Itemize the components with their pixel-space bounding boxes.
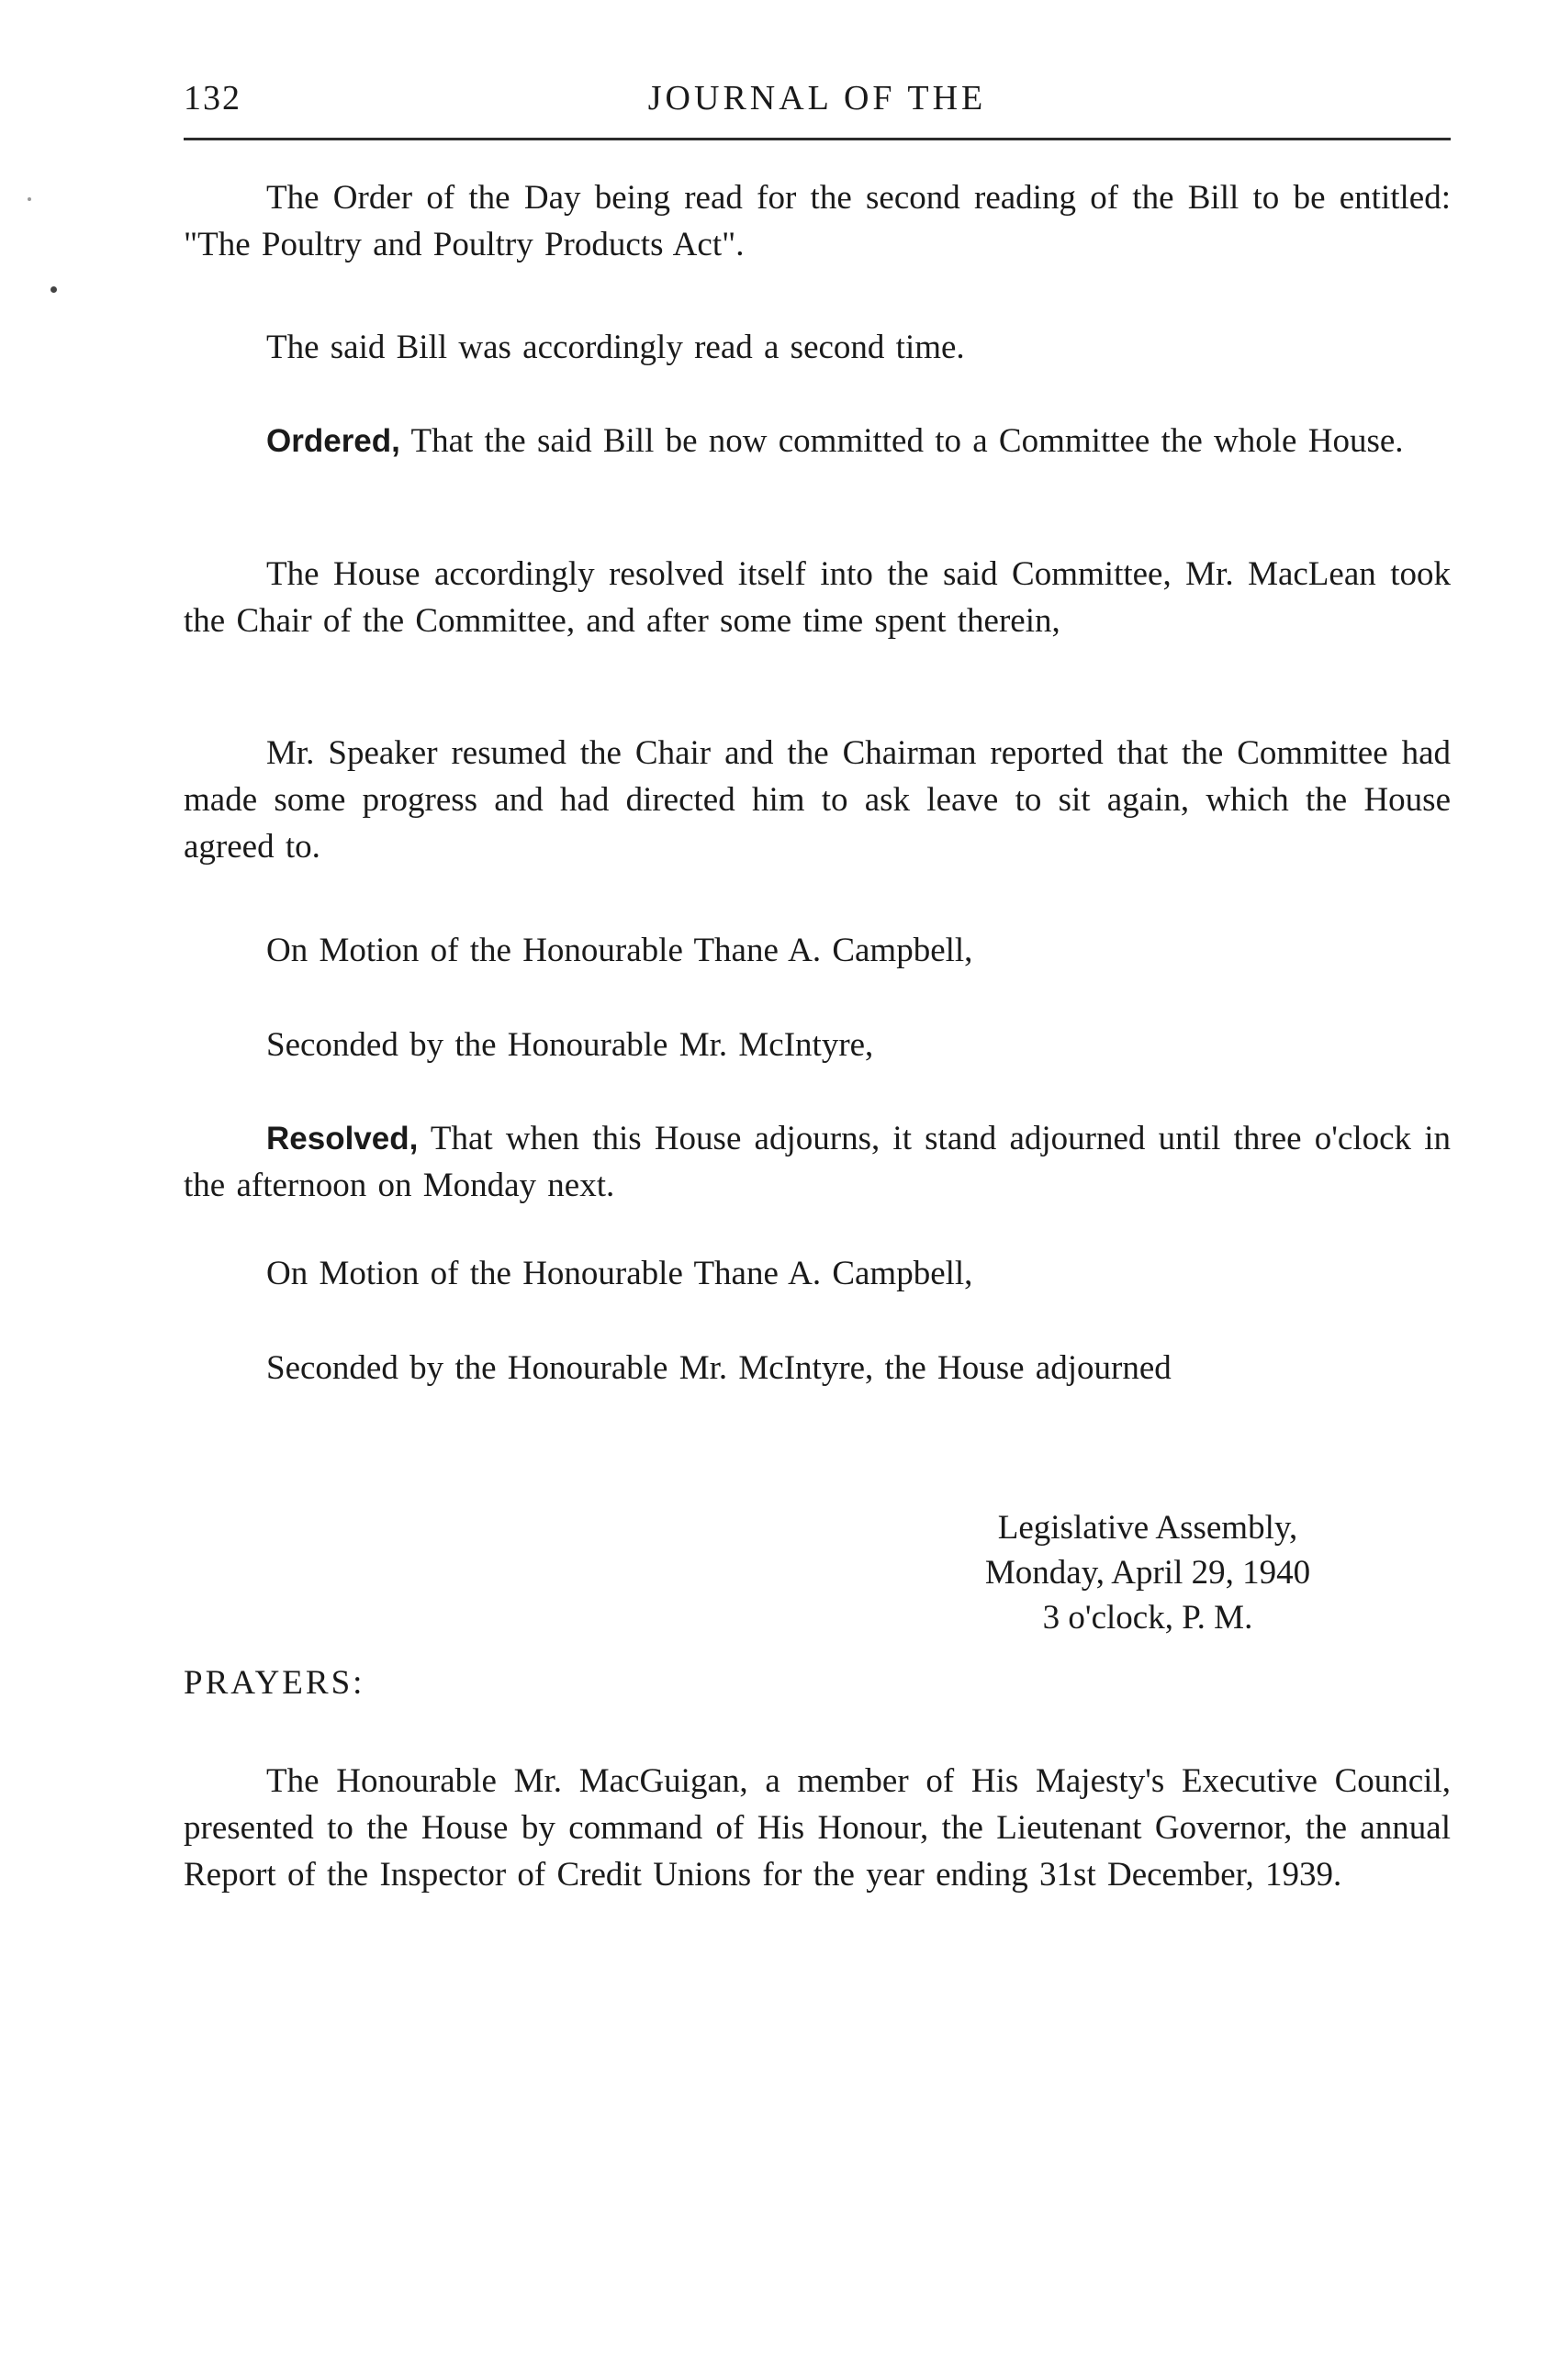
paragraph-text: Seconded by the Honourable Mr. McIntyre, the House adjourned <box>266 1349 1172 1387</box>
dateline <box>918 1505 1377 1640</box>
paragraph-motion-2 <box>266 1250 1451 1297</box>
paragraph-committee <box>184 551 1451 644</box>
paragraph-text: That the said Bill be now committed to a Committee the whole House. <box>399 422 1404 460</box>
paragraph-text: That when this House adjourns, it stand adjourned until three o'clock in the afternoon on Monday next. <box>184 1120 1451 1204</box>
paragraph-text: The Honourable Mr. MacGuigan, a member of His Majesty's Executive Council, presented to the House by command of His Honour, the Lieutenant Governor, the annual Report of the Inspector of Credit Unions for the year ending 31st December, 1939. <box>184 1762 1451 1894</box>
paragraph-report-presented <box>184 1758 1451 1898</box>
paragraph-seconded-1 <box>266 1022 1451 1068</box>
resolved-lead: Resolved, <box>266 1121 419 1156</box>
paragraph-text: On Motion of the Honourable Thane A. Campbell, <box>266 932 973 969</box>
running-head: JOURNAL OF THE <box>647 79 987 117</box>
paragraph-seconded-2 <box>266 1345 1451 1391</box>
ordered-lead: Ordered, <box>266 423 400 459</box>
paragraph-ordered <box>184 418 1451 464</box>
paragraph-text: The Order of the Day being read for the second reading of the Bill to be entitled: "The Poultry and Poultry Products Act". <box>184 179 1451 263</box>
paragraph-second-reading <box>184 324 1451 371</box>
dateline-time: 3 o'clock, P. M. <box>1042 1599 1253 1637</box>
paragraph-text: The House accordingly resolved itself into the said Committee, Mr. MacLean took the Chair of the Committee, and after some time spent therein, <box>184 555 1451 640</box>
header-rule <box>184 138 1451 140</box>
page-number: 132 <box>184 79 241 117</box>
paragraph-motion-1 <box>266 927 1451 974</box>
paragraph-order-of-day <box>184 174 1451 268</box>
paragraph-text: On Motion of the Honourable Thane A. Campbell, <box>266 1255 973 1292</box>
page-header <box>184 78 1451 133</box>
paragraph-text: Seconded by the Honourable Mr. McIntyre, <box>266 1026 874 1064</box>
stray-ink-mark <box>28 197 31 201</box>
dateline-date: Monday, April 29, 1940 <box>984 1554 1311 1592</box>
stray-ink-dot <box>50 286 57 293</box>
prayers-heading: PRAYERS: <box>184 1664 365 1702</box>
paragraph-text: The said Bill was accordingly read a second time. <box>266 329 965 366</box>
paragraph-resolved <box>184 1115 1451 1209</box>
paragraph-text: Mr. Speaker resumed the Chair and the Chairman reported that the Committee had made some progress and had directed him to ask leave to sit again, which the House agreed to. <box>184 734 1451 866</box>
paragraph-speaker-resumed <box>184 730 1451 870</box>
dateline-assembly: Legislative Assembly, <box>997 1509 1298 1547</box>
